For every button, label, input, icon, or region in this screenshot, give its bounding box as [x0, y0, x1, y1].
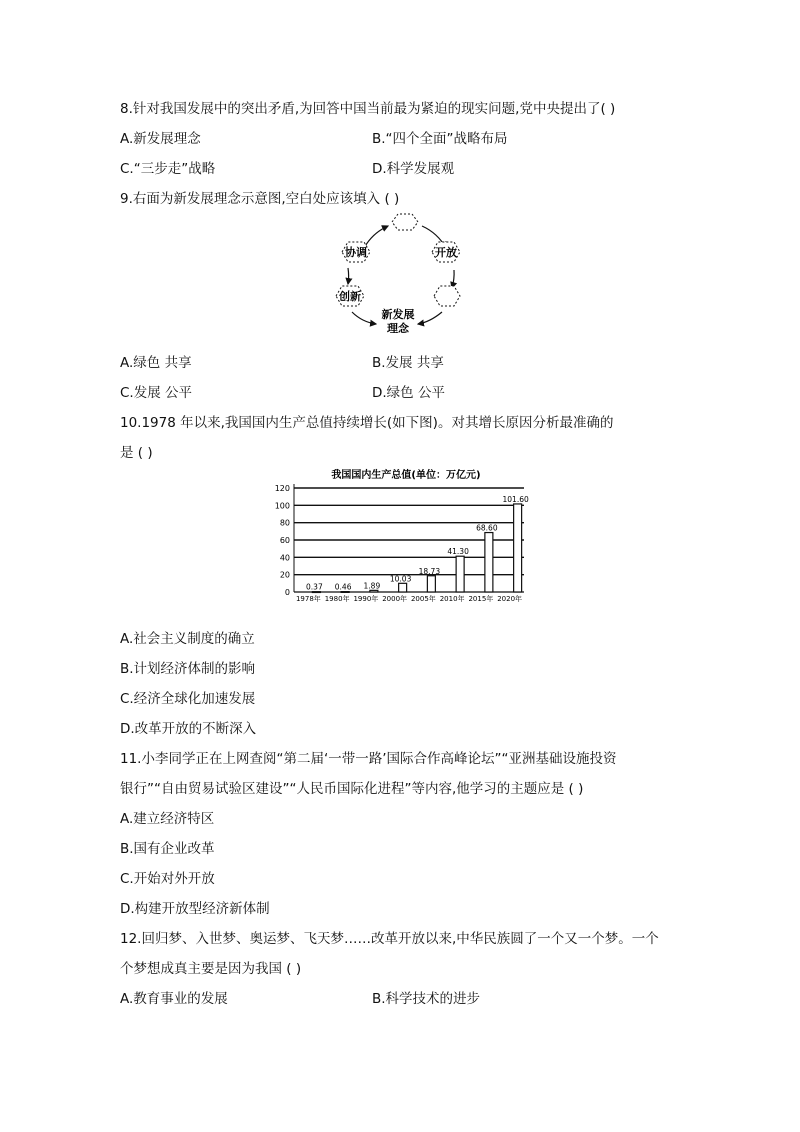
question-8-option-a: A.新发展理念 — [120, 131, 201, 147]
bar-value-label: 68.60 — [476, 523, 498, 533]
question-10-option-c: C.经济全球化加速发展 — [120, 691, 256, 707]
x-tick-label: 1990年 — [353, 595, 379, 603]
diagram-label-opening: 开放 — [435, 246, 457, 259]
question-11-option-c: C.开始对外开放 — [120, 871, 215, 887]
diagram-label-innovation: 创新 — [339, 290, 361, 303]
question-11-option-b: B.国有企业改革 — [120, 841, 215, 857]
question-9-option-c: C.发展 公平 — [120, 385, 193, 401]
x-tick-label: 2010年 — [439, 595, 465, 603]
question-10-option-b: B.计划经济体制的影响 — [120, 661, 256, 677]
bar — [312, 592, 320, 593]
diagram-center-line-2: 理念 — [387, 322, 409, 335]
x-tick-label: 1980年 — [324, 595, 350, 603]
y-tick-label: 20 — [279, 570, 290, 580]
question-8-stem: 8.针对我国发展中的突出矛盾,为回答中国当前最为紧迫的现实问题,党中央提出了( ) — [120, 101, 616, 117]
bar — [427, 576, 435, 592]
bar-value-label: 0.46 — [334, 582, 352, 592]
question-10-stem-line-2: 是 ( ) — [120, 445, 153, 461]
question-10-option-d: D.改革开放的不断深入 — [120, 721, 257, 737]
x-tick-label: 2005年 — [410, 595, 436, 603]
question-9-option-a: A.绿色 共享 — [120, 355, 192, 371]
x-tick-label: 1978年 — [295, 595, 321, 603]
y-tick-label: 40 — [279, 553, 290, 563]
question-12-option-b: B.科学技术的进步 — [372, 991, 481, 1007]
chart-title: 我国国内生产总值(单位：万亿元) — [331, 470, 481, 481]
question-9-option-d: D.绿色 公平 — [372, 385, 445, 401]
question-8-option-d: D.科学发展观 — [372, 161, 455, 177]
bar — [514, 504, 522, 592]
x-tick-label: 2020年 — [497, 595, 523, 603]
bar — [456, 556, 464, 592]
new-development-concept-diagram — [330, 212, 480, 337]
bar — [399, 583, 407, 592]
x-tick-label: 2015年 — [468, 595, 494, 603]
question-11-stem-line-1: 11.小李同学正在上网查阅“第二届‘一带一路’国际合作高峰论坛”“亚洲基础设施投资 — [120, 751, 617, 767]
bar-value-label: 1.89 — [363, 581, 381, 591]
question-9-option-b: B.发展 共享 — [372, 355, 444, 371]
question-12-option-a: A.教育事业的发展 — [120, 991, 228, 1007]
hexagon-blank-right — [434, 286, 460, 306]
y-tick-label: 120 — [274, 484, 290, 493]
bar — [370, 590, 378, 592]
bar — [485, 533, 493, 592]
hexagon-blank-top — [392, 214, 418, 230]
y-tick-label: 60 — [279, 536, 290, 545]
bar-value-label: 10.03 — [389, 574, 412, 584]
y-tick-label: 80 — [279, 518, 290, 528]
question-10-stem-line-1: 10.1978 年以来,我国国内生产总值持续增长(如下图)。对其增长原因分析最准确的 — [120, 415, 614, 431]
y-tick-label: 0 — [284, 588, 290, 597]
question-8-option-b: B.“四个全面”战略布局 — [372, 131, 508, 147]
question-11-option-a: A.建立经济特区 — [120, 811, 215, 827]
bar-value-label: 18.73 — [418, 566, 441, 576]
x-tick-label: 2000年 — [382, 595, 408, 603]
question-9-stem: 9.右面为新发展理念示意图,空白处应该填入 ( ) — [120, 191, 400, 207]
question-12-stem-line-2: 个梦想成真主要是因为我国 ( ) — [120, 961, 302, 977]
question-8-option-c: C.“三步走”战略 — [120, 161, 216, 177]
bar — [341, 592, 349, 593]
diagram-label-coordination: 协调 — [345, 246, 367, 259]
bar-value-label: 0.37 — [306, 582, 323, 592]
diagram-center-line-1: 新发展 — [381, 308, 415, 321]
bar-value-label: 101.60 — [502, 494, 529, 504]
question-11-stem-line-2: 银行”“自由贸易试验区建设”“人民币国际化进程”等内容,他学习的主题应是 ( ) — [120, 781, 584, 797]
question-11-option-d: D.构建开放型经济新体制 — [120, 901, 270, 917]
question-10-option-a: A.社会主义制度的确立 — [120, 631, 255, 647]
gdp-bar-chart — [268, 466, 532, 606]
question-12-stem-line-1: 12.回归梦、入世梦、奥运梦、飞天梦……改革开放以来,中华民族圆了一个又一个梦。一个 — [120, 931, 659, 947]
bar-value-label: 41.30 — [447, 547, 469, 557]
y-tick-label: 100 — [274, 501, 290, 511]
